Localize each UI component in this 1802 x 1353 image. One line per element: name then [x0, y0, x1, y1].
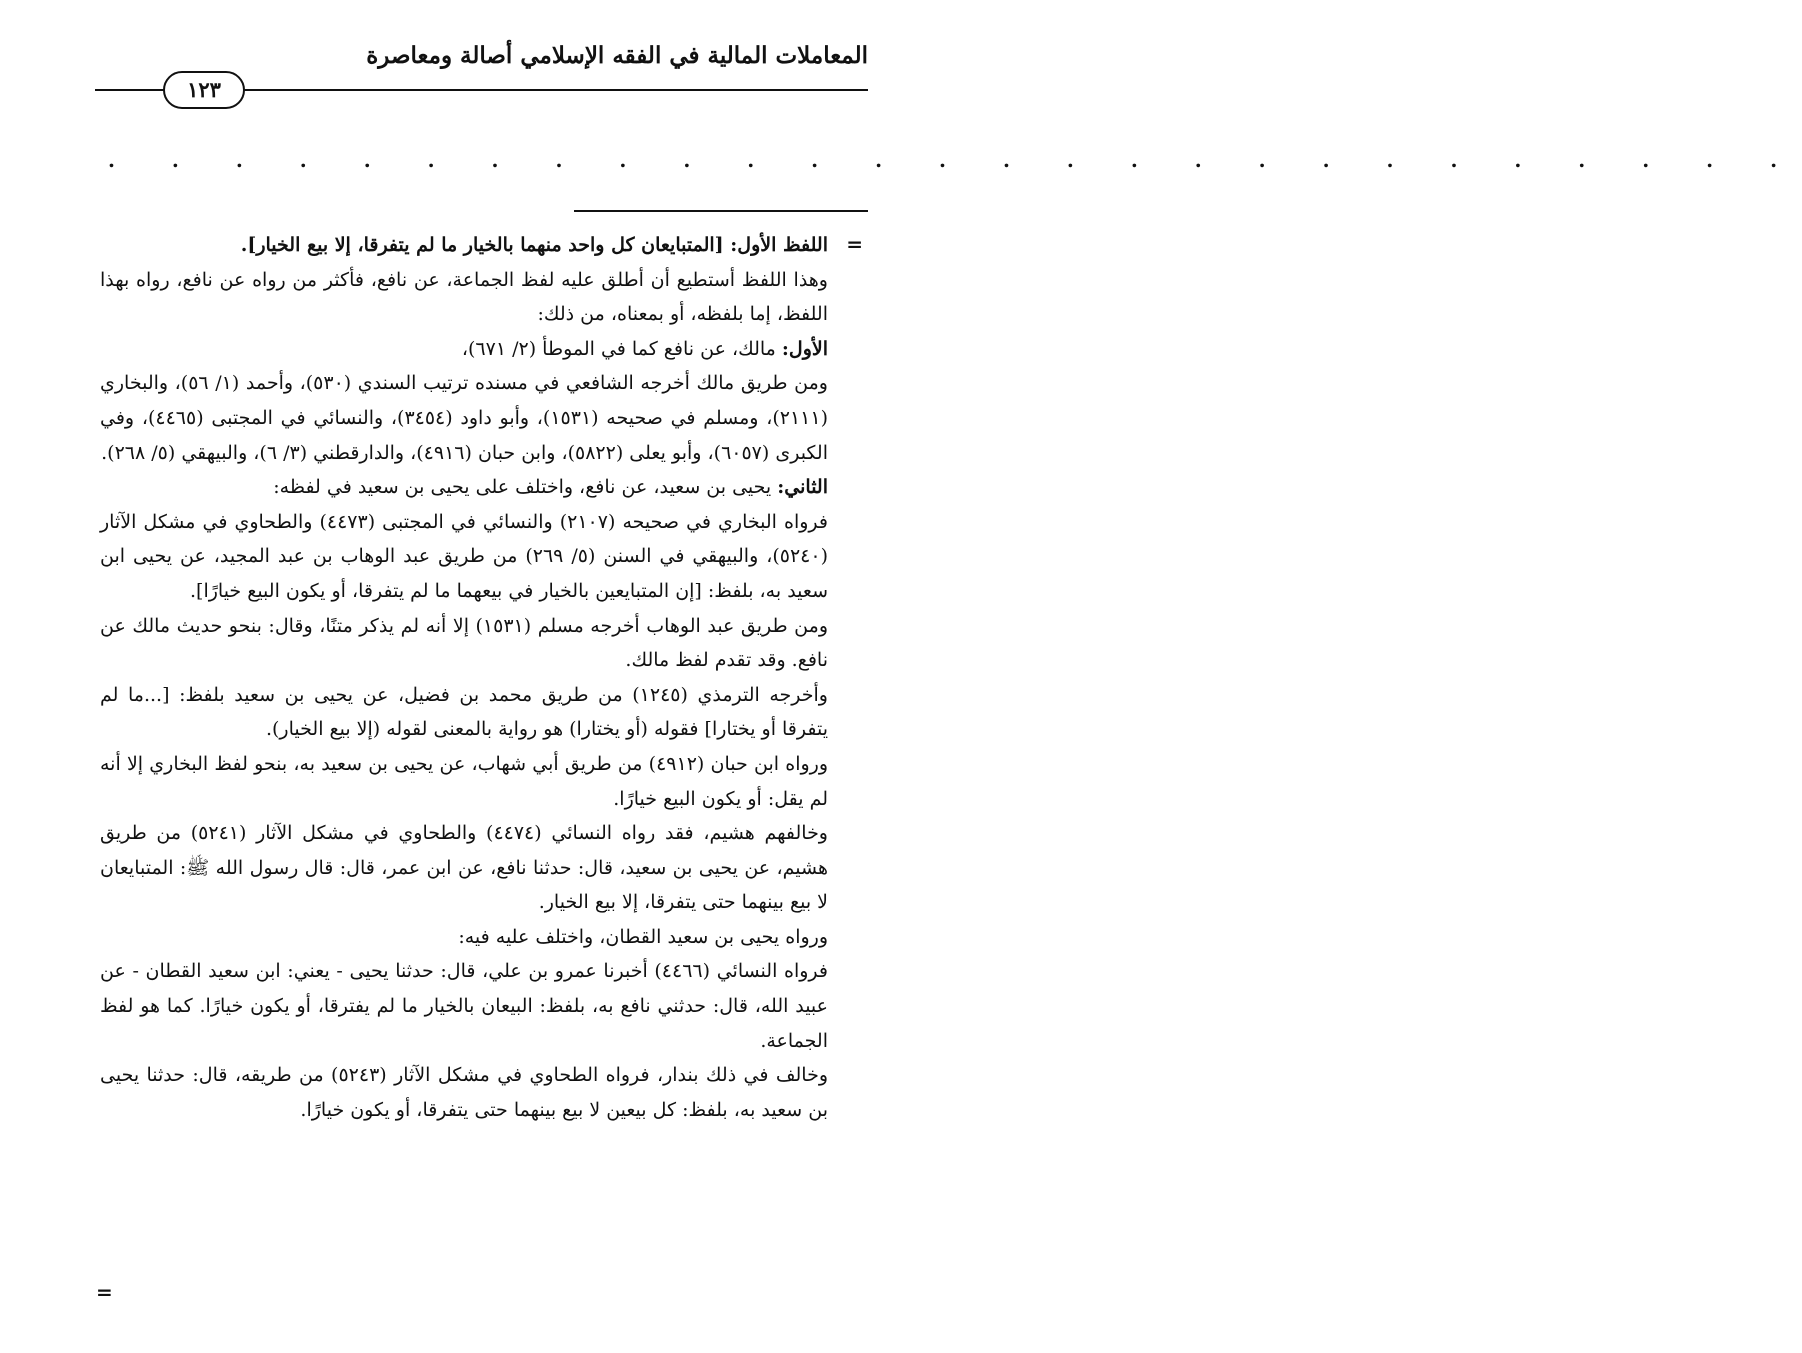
paragraph-body: فرواه البخاري في صحيحه (٢١٠٧) والنسائي في المجتبى (٤٤٧٣) والطحاوي في مشكل الآثار (٥٢٤٠)، والبيهقي في السنن (٥/ ٢٦٩) من طريق عبد الوهاب بن عبد المجيد، عن يحيى ابن سعيد به، بلفظ: [إن المتبايعين بالخيار في بيعهما ما لم يتفرقا، أو يكون البيع خيارًا]. [100, 510, 828, 602]
paragraph [100, 505, 828, 609]
paragraph [100, 954, 828, 1058]
paragraph-body: وخالف في ذلك بندار، فرواه الطحاوي في مشكل الآثار (٥٢٤٣) من طريقه، قال: حدثنا يحيى بن سعيد به، بلفظ: كل بيعين لا بيع بينهما حتى يتفرقا، أو يكون خيارًا. [100, 1064, 828, 1121]
paragraph-body: ومن طريق مالك أخرجه الشافعي في مسنده ترتيب السندي (٥٣٠)، وأحمد (١/ ٥٦)، والبخاري (٢١١١)، ومسلم في صحيحه (١٥٣١)، وأبو داود (٣٤٥٤)، والنسائي في المجتبى (٤٤٦٥)، وفي الكبرى (٦٠٥٧)، وأبو يعلى (٥٨٢٢)، وابن حبان (٤٩١٦)، والدارقطني (٣/ ٦)، والبيهقي (٥/ ٢٦٨). [100, 372, 828, 464]
paragraph-body: مالك، عن نافع كما في الموطأ (٢/ ٦٧١)، [461, 337, 782, 360]
paragraph [100, 470, 828, 505]
page-header [95, 42, 868, 112]
paragraph [100, 228, 828, 263]
paragraph-body: ورواه ابن حبان (٤٩١٢) من طريق أبي شهاب، عن يحيى بن سعيد به، بنحو لفظ البخاري إلا أنه لم يقل: أو يكون البيع خيارًا. [100, 752, 828, 810]
footnote-rule [574, 210, 868, 212]
paragraph [100, 920, 828, 955]
paragraph-body: وخالفهم هشيم، فقد رواه النسائي (٤٤٧٤) والطحاوي في مشكل الآثار (٥٢٤١) من طريق هشيم، عن يحيى بن سعيد، قال: حدثنا نافع، عن ابن عمر، قال: قال رسول الله ﷺ: المتبايعان لا بيع بينهما حتى يتفرقا، إلا بيع الخيار. [100, 822, 828, 914]
paragraph-body: وهذا اللفظ أستطيع أن أطلق عليه لفظ الجماعة، عن نافع، فأكثر من رواه عن نافع، رواه بهذا اللفظ، إما بلفظه، أو بمعناه، من ذلك: [100, 268, 828, 326]
paragraph-lead: الثاني: [777, 476, 828, 499]
paragraph-body: [المتبايعان كل واحد منهما بالخيار ما لم يتفرقا، إلا بيع الخيار]. [240, 234, 731, 256]
footnote-text [100, 228, 828, 1127]
paragraph [100, 1058, 828, 1127]
paragraph [100, 747, 828, 816]
paragraph [100, 366, 828, 470]
separator-dots: . . . . . . . . . . . . . . . . . . . . . . . . . . . [108, 148, 1802, 172]
paragraph-body: فرواه النسائي (٤٤٦٦) أخبرنا عمرو بن علي، قال: حدثنا يحيى - يعني: ابن سعيد القطان - عن عبيد الله، قال: حدثني نافع به، بلفظ: البيعان بالخيار ما لم يفترقا، أو يكون خيارًا. كما هو لفظ الجماعة. [100, 960, 828, 1052]
paragraph [100, 263, 828, 332]
paragraph-lead: اللفظ الأول: [730, 234, 828, 256]
continuation-mark-bottom: = [96, 1280, 113, 1304]
paragraph-body: وأخرجه الترمذي (١٢٤٥) من طريق محمد بن فضيل، عن يحيى بن سعيد بلفظ: [...ما لم يتفرقا أو يختارا] فقوله (أو يختارا) هو رواية بالمعنى لقوله (إلا بيع الخيار). [100, 683, 828, 741]
paragraph-lead: الأول: [781, 337, 828, 360]
paragraph [100, 332, 828, 367]
paragraph [100, 609, 828, 678]
book-title: المعاملات المالية في الفقه الإسلامي أصالة ومعاصرة [366, 42, 868, 69]
paragraph [100, 816, 828, 920]
continuation-mark-top: = [846, 232, 863, 256]
paragraph [100, 678, 828, 747]
paragraph-body: ومن طريق عبد الوهاب أخرجه مسلم (١٥٣١) إلا أنه لم يذكر متنًا، وقال: بنحو حديث مالك عن نافع. وقد تقدم لفظ مالك. [100, 614, 828, 672]
paragraph-body: يحيى بن سعيد، عن نافع، واختلف على يحيى بن سعيد في لفظه: [273, 476, 778, 499]
page-number: ١٢٣ [163, 71, 245, 109]
paragraph-body: ورواه يحيى بن سعيد القطان، واختلف عليه فيه: [458, 925, 828, 948]
